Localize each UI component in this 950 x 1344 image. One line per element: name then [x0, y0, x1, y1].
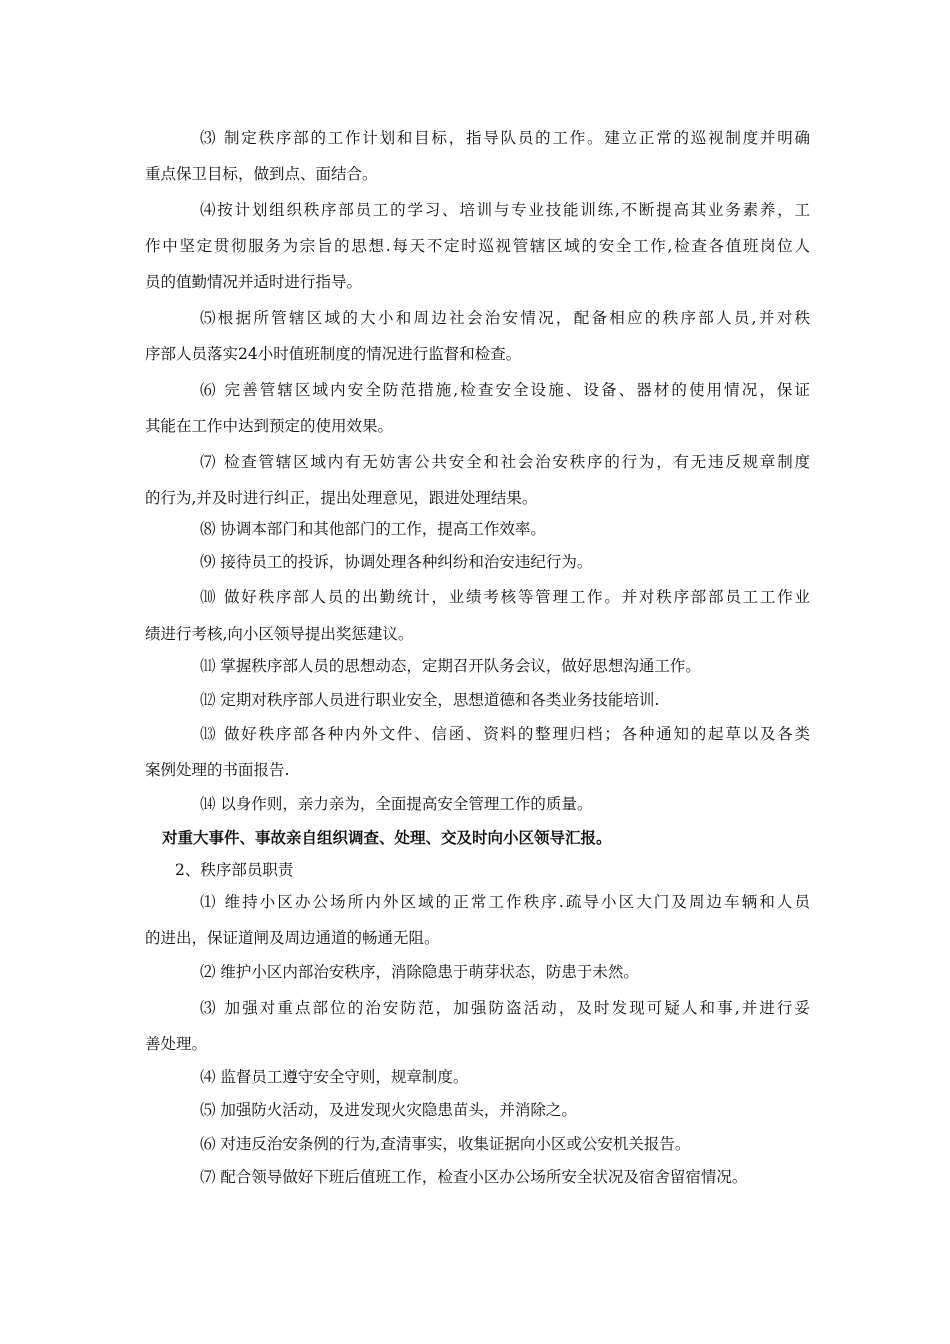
- text-line: ⑻ 协调本部门和其他部门的工作，提高工作效率。: [200, 520, 546, 538]
- text-line: 作中坚定贯彻服务为宗旨的思想.每天不定时巡视管辖区域的安全工作,检查各值班岗位人: [145, 237, 810, 255]
- text-line: ⒁ 以身作则，亲力亲为，全面提高安全管理工作的质量。: [200, 795, 593, 813]
- text-line: ⑺ 检查管辖区域内有无妨害公共安全和社会治安秩序的行为，有无违反规章制度: [200, 453, 810, 471]
- text-line: ⑹ 完善管辖区域内安全防范措施,检查安全设施、设备、器材的使用情况，保证: [200, 381, 810, 399]
- text-line: ⑸ 加强防火活动，及进发现火灾隐患苗头，并消除之。: [200, 1101, 577, 1119]
- text-line: ⑴ 维持小区办公场所内外区域的正常工作秩序.疏导小区大门及周边车辆和人员: [200, 893, 810, 911]
- bold-statement: 对重大事件、事故亲自组织调查、处理、交及时向小区领导汇报。: [162, 828, 612, 847]
- text-line: ⒀ 做好秩序部各种内外文件、信函、资料的整理归档；各种通知的起草以及各类: [200, 725, 810, 743]
- text-line: ⑿ 定期对秩序部人员进行职业安全，思想道德和各类业务技能培训.: [200, 691, 660, 709]
- text-line: ⑶ 制定秩序部的工作计划和目标，指导队员的工作。建立正常的巡视制度并明确: [200, 129, 810, 147]
- text-line: ⑸根据所管辖区域的大小和周边社会治安情况，配备相应的秩序部人员,并对秩: [200, 309, 810, 327]
- text-line: ⑷按计划组织秩序部员工的学习、培训与专业技能训练,不断提高其业务素养，工: [200, 201, 810, 219]
- text-line: ⑼ 接待员工的投诉，协调处理各种纠纷和治安违纪行为。: [200, 553, 593, 571]
- text-line: 重点保卫目标，做到点、面结合。: [145, 165, 378, 183]
- text-line: 善处理。: [145, 1035, 208, 1053]
- text-line: ⑽ 做好秩序部人员的出勤统计，业绩考核等管理工作。并对秩序部部员工工作业: [200, 588, 810, 606]
- section-heading: 2、秩序部员职责: [175, 861, 294, 879]
- text-line: ⑷ 监督员工遵守安全守则，规章制度。: [200, 1068, 469, 1086]
- text-line: 绩进行考核,向小区领导提出奖惩建议。: [145, 625, 414, 643]
- text-line: 案例处理的书面报告.: [145, 761, 290, 779]
- text-line: 其能在工作中达到预定的使用效果。: [145, 417, 394, 435]
- text-line: 的进出，保证道闸及周边通道的畅通无阻。: [145, 929, 440, 947]
- text-line: ⑹ 对违反治安条例的行为,查清事实，收集证据向小区或公安机关报告。: [200, 1135, 691, 1153]
- text-line: 的行为,并及时进行纠正，提出处理意见，跟进处理结果。: [145, 489, 538, 507]
- text-line: 序部人员落实24小时值班制度的情况进行监督和检查。: [145, 345, 522, 363]
- text-line: ⑾ 掌握秩序部人员的思想动态，定期召开队务会议，做好思想沟通工作。: [200, 657, 701, 675]
- text-line: ⑶ 加强对重点部位的治安防范，加强防盗活动，及时发现可疑人和事,并进行妥: [200, 999, 810, 1017]
- text-line: 员的值勤情况并适时进行指导。: [145, 273, 363, 291]
- text-line: ⑵ 维护小区内部治安秩序，消除隐患于萌芽状态，防患于未然。: [200, 963, 639, 981]
- text-line: ⑺ 配合领导做好下班后值班工作，检查小区办公场所安全状况及宿舍留宿情况。: [200, 1168, 748, 1186]
